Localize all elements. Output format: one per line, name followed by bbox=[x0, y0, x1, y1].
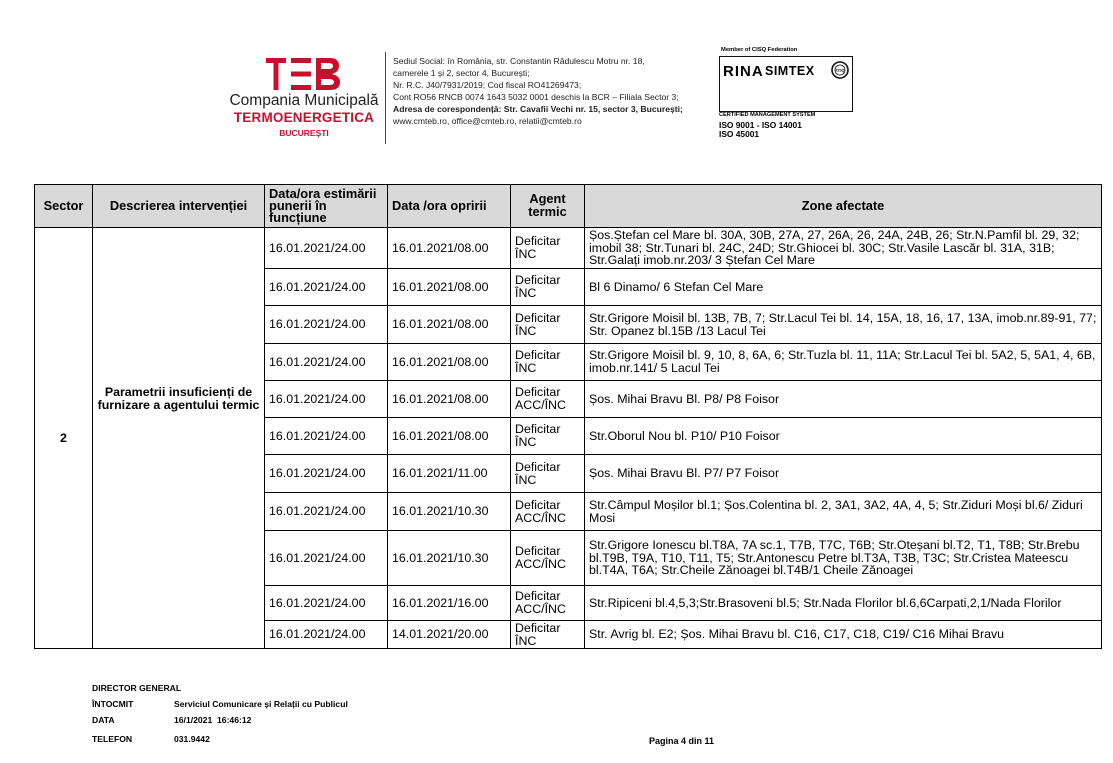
agent-cell: Deficitar ACC/ÎNC bbox=[511, 586, 585, 621]
col-header-agent: Agent termic bbox=[511, 185, 585, 228]
agent-cell: Deficitar ÎNC bbox=[511, 344, 585, 381]
oprire-cell: 16.01.2021/08.00 bbox=[388, 306, 511, 344]
zone-cell: Șos.Ștefan cel Mare bl. 30A, 30B, 27A, 27, 26A, 26, 24A, 24B, 26; Str.N.Pamfil bl. 29, 32; imobil 38; Str.Tunari bl. 24C, 24D; Str.Ghiocei bl. 30C; Str.Vasile Lascăr bl. 31A, 31B; Str.Galați imob.nr.203/ 3 Ștefan Cel Mare bbox=[585, 228, 1102, 269]
address-line: camerele 1 și 2, sector 4, București; bbox=[393, 67, 530, 78]
intocmit-label: ÎNTOCMIT bbox=[92, 699, 134, 709]
company-brand: TERMOENERGETICA bbox=[233, 110, 375, 125]
sector-cell: 2 bbox=[35, 228, 93, 649]
address-line: www.cmteb.ro, office@cmteb.ro, relatii@cmteb.ro bbox=[393, 115, 582, 126]
svg-text:CISQ: CISQ bbox=[835, 68, 845, 73]
simtex-logo: SIMTEX bbox=[765, 64, 815, 78]
estimare-cell: 16.01.2021/24.00 bbox=[265, 493, 388, 531]
col-header-zone: Zone afectate bbox=[585, 185, 1102, 228]
col-header-descriere: Descrierea intervenției bbox=[93, 185, 265, 228]
intocmit-value: Serviciul Comunicare și Relații cu Publicul bbox=[174, 699, 348, 709]
estimare-cell: 16.01.2021/24.00 bbox=[265, 621, 388, 649]
oprire-cell: 16.01.2021/11.00 bbox=[388, 455, 511, 493]
telefon-value: 031.9442 bbox=[174, 734, 210, 744]
teb-logo bbox=[266, 58, 340, 90]
data-label: DATA bbox=[92, 715, 115, 725]
oprire-cell: 16.01.2021/08.00 bbox=[388, 269, 511, 306]
zone-cell: Șos. Mihai Bravu Bl. P7/ P7 Foisor bbox=[585, 455, 1102, 493]
zone-cell: Str.Oborul Nou bl. P10/ P10 Foisor bbox=[585, 418, 1102, 455]
oprire-cell: 16.01.2021/16.00 bbox=[388, 586, 511, 621]
agent-cell: Deficitar ACC/ÎNC bbox=[511, 531, 585, 586]
company-city: BUCUREȘTI bbox=[279, 128, 329, 138]
zone-cell: Șos. Mihai Bravu Bl. P8/ P8 Foisor bbox=[585, 381, 1102, 418]
zone-cell: Str.Grigore Moisil bl. 13B, 7B, 7; Str.Lacul Tei bl. 14, 15A, 18, 16, 17, 13A, imob.nr.89-91, 77; Str. Opanez bl.15B /13 Lacul Tei bbox=[585, 306, 1102, 344]
oprire-cell: 16.01.2021/08.00 bbox=[388, 418, 511, 455]
company-name: Compania Municipală bbox=[229, 92, 379, 109]
zone-cell: Str.Câmpul Moșilor bl.1; Șos.Colentina bl. 2, 3A1, 3A2, 4A, 4, 5; Str.Ziduri Moși bl.6/ Ziduri Mosi bbox=[585, 493, 1102, 531]
table-header-row bbox=[35, 185, 1102, 228]
zone-cell: Bl 6 Dinamo/ 6 Stefan Cel Mare bbox=[585, 269, 1102, 306]
zone-cell: Str. Avrig bl. E2; Șos. Mihai Bravu bl. C16, C17, C18, C19/ C16 Mihai Bravu bbox=[585, 621, 1102, 649]
estimare-cell: 16.01.2021/24.00 bbox=[265, 228, 388, 269]
address-line: Cont RO56 RNCB 0074 1643 5032 0001 deschis la BCR – Filiala Sector 3; bbox=[393, 91, 679, 102]
header-divider bbox=[385, 52, 386, 144]
cisq-member-label: Member of CISQ Federation bbox=[721, 47, 798, 53]
address-line: Adresa de corespondență: Str. Cavafii Vechi nr. 15, sector 3, București; bbox=[393, 103, 683, 114]
oprire-cell: 16.01.2021/08.00 bbox=[388, 381, 511, 418]
estimare-cell: 16.01.2021/24.00 bbox=[265, 344, 388, 381]
telefon-label: TELEFON bbox=[92, 734, 133, 744]
zone-cell: Str.Grigore Ionescu bl.T8A, 7A sc.1, T7B, T7C, T6B; Str.Oteșani bl.T2, T1, T8B; Str.Brebu bl.T9B, T9A, T10, T11, T5; Str.Antonescu Petre bl.T3A, T3B, T3C; Str.Cristea Mateescu bl.T4A, T6A; Str.Cheile Zănoagei bl.T4B/1 Cheile Zănoagei bbox=[585, 531, 1102, 586]
estimare-cell: 16.01.2021/24.00 bbox=[265, 455, 388, 493]
letterhead bbox=[222, 44, 862, 154]
cms-label: CERTIFIED MANAGEMENT SYSTEM bbox=[719, 112, 816, 118]
iso-line-1: ISO 9001 - ISO 14001 bbox=[719, 120, 802, 130]
agent-cell: Deficitar ACC/ÎNC bbox=[511, 381, 585, 418]
oprire-cell: 14.01.2021/20.00 bbox=[388, 621, 511, 649]
estimare-cell: 16.01.2021/24.00 bbox=[265, 418, 388, 455]
col-header-sector: Sector bbox=[35, 185, 93, 228]
agent-cell: Deficitar ÎNC bbox=[511, 418, 585, 455]
cisq-seal-icon bbox=[831, 61, 849, 79]
agent-cell: Deficitar ÎNC bbox=[511, 306, 585, 344]
zone-cell: Str.Grigore Moisil bl. 9, 10, 8, 6A, 6; Str.Tuzla bl. 11, 11A; Str.Lacul Tei bl. 5A2, 5, 5A1, 4, 6B, imob.nr.141/ 5 Lacul Tei bbox=[585, 344, 1102, 381]
zone-cell: Str.Ripiceni bl.4,5,3;Str.Brasoveni bl.5; Str.Nada Florilor bl.6,6Carpati,2,1/Nada Florilor bbox=[585, 586, 1102, 621]
company-address bbox=[393, 56, 715, 127]
oprire-cell: 16.01.2021/08.00 bbox=[388, 228, 511, 269]
director-label: DIRECTOR GENERAL bbox=[92, 683, 182, 693]
estimare-cell: 16.01.2021/24.00 bbox=[265, 306, 388, 344]
agent-cell: Deficitar ÎNC bbox=[511, 455, 585, 493]
estimare-cell: 16.01.2021/24.00 bbox=[265, 531, 388, 586]
estimare-cell: 16.01.2021/24.00 bbox=[265, 269, 388, 306]
certification-badge bbox=[719, 44, 860, 152]
address-line: Nr. R.C. J40/7931/2019; Cod fiscal RO41269473; bbox=[393, 79, 582, 90]
data-value: 16/1/2021 16:46:12 bbox=[174, 715, 252, 725]
interventions-table bbox=[34, 184, 1102, 649]
oprire-cell: 16.01.2021/08.00 bbox=[388, 344, 511, 381]
agent-cell: Deficitar ÎNC bbox=[511, 228, 585, 269]
col-header-estimare: Data/ora estimării punerii în funcțiune bbox=[265, 185, 388, 228]
estimare-cell: 16.01.2021/24.00 bbox=[265, 381, 388, 418]
rina-logo: RINA bbox=[723, 63, 764, 80]
description-cell: Parametrii insuficienți de furnizare a agentului termic bbox=[93, 228, 265, 649]
agent-cell: Deficitar ACC/ÎNC bbox=[511, 493, 585, 531]
table-row bbox=[35, 228, 1102, 269]
estimare-cell: 16.01.2021/24.00 bbox=[265, 586, 388, 621]
col-header-oprire: Data /ora opririi bbox=[388, 185, 511, 228]
page-number: Pagina 4 din 11 bbox=[649, 736, 715, 746]
address-line: Sediul Social: în România, str. Constantin Rădulescu Motru nr. 18, bbox=[393, 56, 645, 66]
oprire-cell: 16.01.2021/10.30 bbox=[388, 493, 511, 531]
iso-line-2: ISO 45001 bbox=[719, 129, 760, 139]
agent-cell: Deficitar ÎNC bbox=[511, 269, 585, 306]
agent-cell: Deficitar ÎNC bbox=[511, 621, 585, 649]
oprire-cell: 16.01.2021/10.30 bbox=[388, 531, 511, 586]
